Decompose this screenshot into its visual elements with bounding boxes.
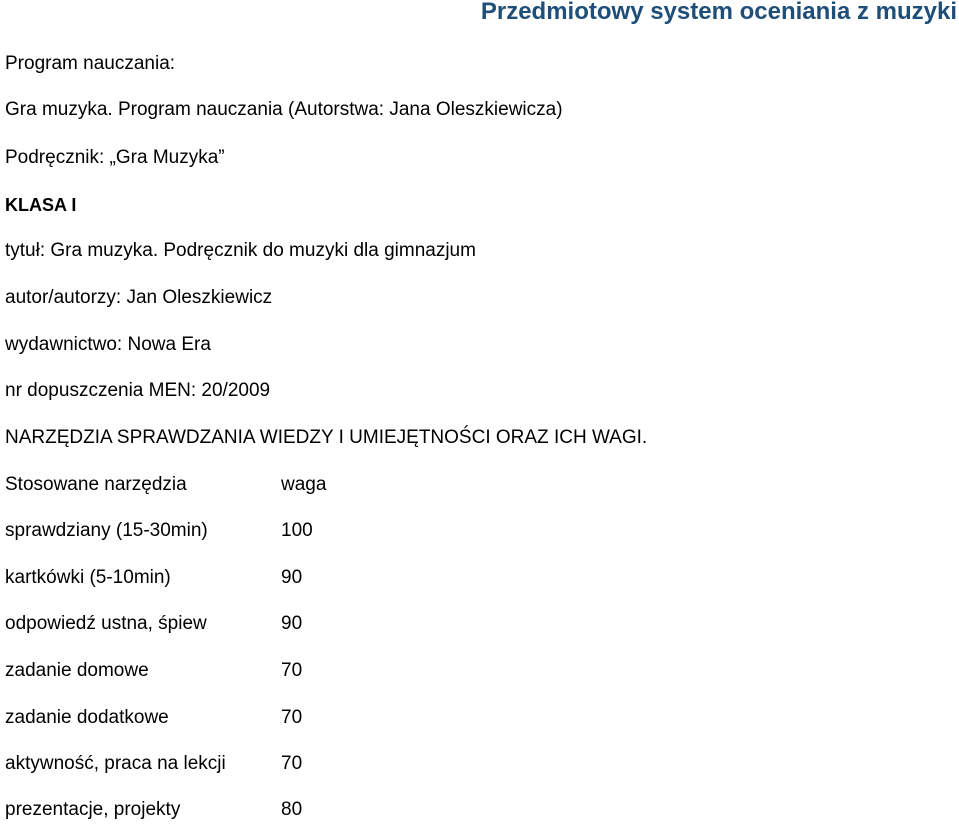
textbook-approval-line: nr dopuszczenia MEN: 20/2009 xyxy=(5,380,271,401)
tools-heading: NARZĘDZIA SPRAWDZANIA WIEDZY I UMIEJĘTNOŚCI ORAZ ICH WAGI. xyxy=(5,427,648,448)
document-title: Przedmiotowy system oceniania z muzyki xyxy=(480,0,957,25)
program-text: Gra muzyka. Program nauczania (Autorstwa: Jana Oleszkiewicza) xyxy=(5,99,563,120)
tool-weight: 90 xyxy=(281,613,303,634)
table-header-name: Stosowane narzędzia xyxy=(5,474,187,495)
tool-name: sprawdziany (15-30min) xyxy=(5,520,208,541)
textbook-text: Podręcznik: „Gra Muzyka” xyxy=(5,147,225,168)
tool-weight: 70 xyxy=(281,753,303,774)
tool-weight: 70 xyxy=(281,707,303,728)
table-header-weight: waga xyxy=(281,474,327,495)
textbook-authors-line: autor/autorzy: Jan Oleszkiewicz xyxy=(5,287,273,308)
tool-weight: 70 xyxy=(281,660,303,681)
textbook-title-line: tytuł: Gra muzyka. Podręcznik do muzyki dla gimnazjum xyxy=(5,240,476,261)
tool-name: zadanie dodatkowe xyxy=(5,707,169,728)
tool-weight: 90 xyxy=(281,567,303,588)
tool-name: aktywność, praca na lekcji xyxy=(5,753,226,774)
tool-weight: 80 xyxy=(281,799,303,820)
tool-name: kartkówki (5-10min) xyxy=(5,567,171,588)
class-label: KLASA I xyxy=(5,195,77,215)
textbook-publisher-line: wydawnictwo: Nowa Era xyxy=(5,334,211,355)
tool-name: odpowiedź ustna, śpiew xyxy=(5,613,207,634)
tool-name: prezentacje, projekty xyxy=(5,799,181,820)
program-label: Program nauczania: xyxy=(5,53,176,74)
tool-weight: 100 xyxy=(281,520,313,541)
tool-name: zadanie domowe xyxy=(5,660,149,681)
